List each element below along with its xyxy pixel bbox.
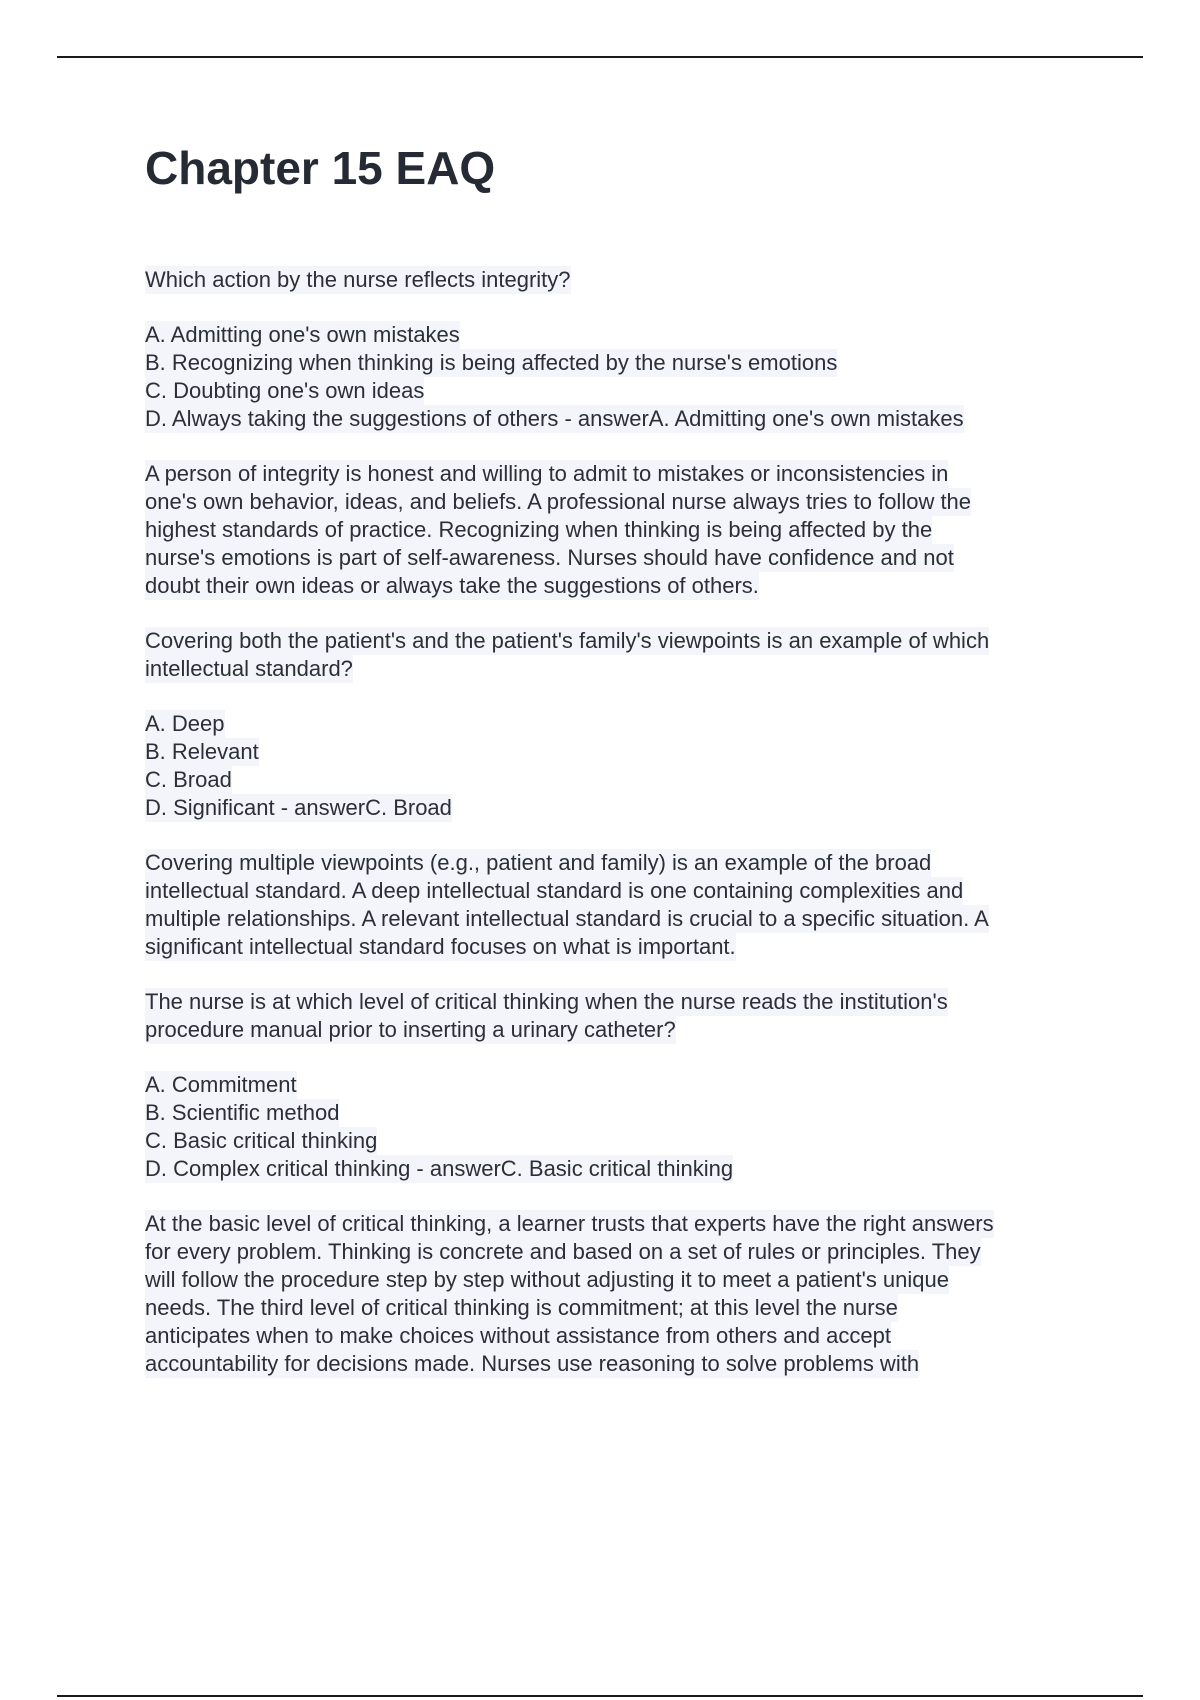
text-line: significant intellectual standard focuses on what is important. xyxy=(145,934,736,959)
text-line: will follow the procedure step by step without adjusting it to meet a patient's unique xyxy=(145,1267,949,1292)
text-line: procedure manual prior to inserting a urinary catheter? xyxy=(145,1017,676,1042)
question-3-rationale xyxy=(145,1210,1085,1378)
text-line: accountability for decisions made. Nurses use reasoning to solve problems with xyxy=(145,1351,920,1376)
text-line: needs. The third level of critical thinking is commitment; at this level the nurse xyxy=(145,1295,898,1320)
text-line: Covering multiple viewpoints (e.g., patient and family) is an example of the broad xyxy=(145,850,932,875)
option-line: A. Commitment xyxy=(145,1072,297,1097)
text-line: multiple relationships. A relevant intellectual standard is crucial to a specific situation. A xyxy=(145,906,989,931)
question-2 xyxy=(145,627,1085,683)
text-line: Which action by the nurse reflects integrity? xyxy=(145,267,571,292)
question-1-rationale xyxy=(145,460,1085,600)
document-body xyxy=(145,140,1085,1405)
option-line: D. Complex critical thinking - answerC. Basic critical thinking xyxy=(145,1156,734,1181)
option-line: B. Recognizing when thinking is being affected by the nurse's emotions xyxy=(145,350,838,375)
option-line: C. Doubting one's own ideas xyxy=(145,378,425,403)
text-line: intellectual standard. A deep intellectual standard is one containing complexities and xyxy=(145,878,964,903)
text-line: for every problem. Thinking is concrete and based on a set of rules or principles. They xyxy=(145,1239,981,1264)
text-line: highest standards of practice. Recognizing when thinking is being affected by the xyxy=(145,517,933,542)
option-line: C. Broad xyxy=(145,767,232,792)
question-3 xyxy=(145,988,1085,1044)
text-line: intellectual standard? xyxy=(145,656,353,681)
text-line: At the basic level of critical thinking, a learner trusts that experts have the right answers xyxy=(145,1211,994,1236)
text-line: one's own behavior, ideas, and beliefs. A professional nurse always tries to follow the xyxy=(145,489,972,514)
question-1-options xyxy=(145,321,1085,433)
option-line: A. Admitting one's own mistakes xyxy=(145,322,460,347)
top-rule xyxy=(57,56,1143,58)
question-1 xyxy=(145,266,1085,294)
bottom-rule xyxy=(57,1695,1143,1697)
option-line: D. Significant - answerC. Broad xyxy=(145,795,452,820)
option-line: D. Always taking the suggestions of others - answerA. Admitting one's own mistakes xyxy=(145,406,964,431)
question-2-options xyxy=(145,710,1085,822)
option-line: A. Deep xyxy=(145,711,225,736)
option-line: B. Scientific method xyxy=(145,1100,340,1125)
text-line: doubt their own ideas or always take the suggestions of others. xyxy=(145,573,759,598)
question-2-rationale xyxy=(145,849,1085,961)
text-line: nurse's emotions is part of self-awareness. Nurses should have confidence and not xyxy=(145,545,954,570)
question-3-options xyxy=(145,1071,1085,1183)
text-line: anticipates when to make choices without assistance from others and accept xyxy=(145,1323,891,1348)
option-line: C. Basic critical thinking xyxy=(145,1128,378,1153)
text-line: Covering both the patient's and the patient's family's viewpoints is an example of which xyxy=(145,628,990,653)
document-title: Chapter 15 EAQ xyxy=(145,142,496,194)
text-line: A person of integrity is honest and willing to admit to mistakes or inconsistencies in xyxy=(145,461,949,486)
text-line: The nurse is at which level of critical thinking when the nurse reads the institution's xyxy=(145,989,948,1014)
option-line: B. Relevant xyxy=(145,739,259,764)
